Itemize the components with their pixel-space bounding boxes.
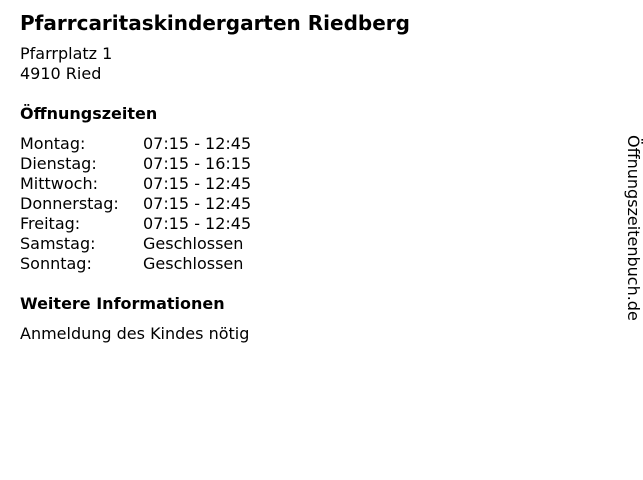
- hours-day: Dienstag:: [20, 154, 97, 173]
- address-street: Pfarrplatz 1: [20, 44, 113, 63]
- hours-day: Donnerstag:: [20, 194, 119, 213]
- hours-time: 07:15 - 16:15: [143, 154, 252, 173]
- hours-time: 07:15 - 12:45: [143, 134, 252, 153]
- hours-row-friday: [20, 214, 251, 234]
- page-title: Pfarrcaritaskindergarten Riedberg: [20, 11, 410, 35]
- hours-day: Mittwoch:: [20, 174, 98, 193]
- hours-row-thursday: [20, 194, 251, 214]
- hours-time: Geschlossen: [143, 254, 244, 273]
- hours-row-sunday: [20, 254, 251, 274]
- hours-row-monday: [20, 134, 251, 154]
- further-info-heading: Weitere Informationen: [20, 294, 225, 313]
- hours-row-tuesday: [20, 154, 251, 174]
- hours-time: 07:15 - 12:45: [143, 174, 252, 193]
- address-city: 4910 Ried: [20, 64, 102, 83]
- hours-time: 07:15 - 12:45: [143, 214, 252, 233]
- address: [20, 44, 112, 84]
- hours-row-wednesday: [20, 174, 251, 194]
- side-watermark: Öffnungszeitenbuch.de: [624, 135, 643, 321]
- hours-day: Samstag:: [20, 234, 96, 253]
- hours-day: Sonntag:: [20, 254, 92, 273]
- hours-row-saturday: [20, 234, 251, 254]
- opening-hours-table: [20, 134, 251, 274]
- opening-hours-heading: Öffnungszeiten: [20, 104, 158, 123]
- hours-day: Freitag:: [20, 214, 81, 233]
- further-info-text: Anmeldung des Kindes nötig: [20, 324, 250, 343]
- hours-time: Geschlossen: [143, 234, 244, 253]
- hours-day: Montag:: [20, 134, 86, 153]
- hours-time: 07:15 - 12:45: [143, 194, 252, 213]
